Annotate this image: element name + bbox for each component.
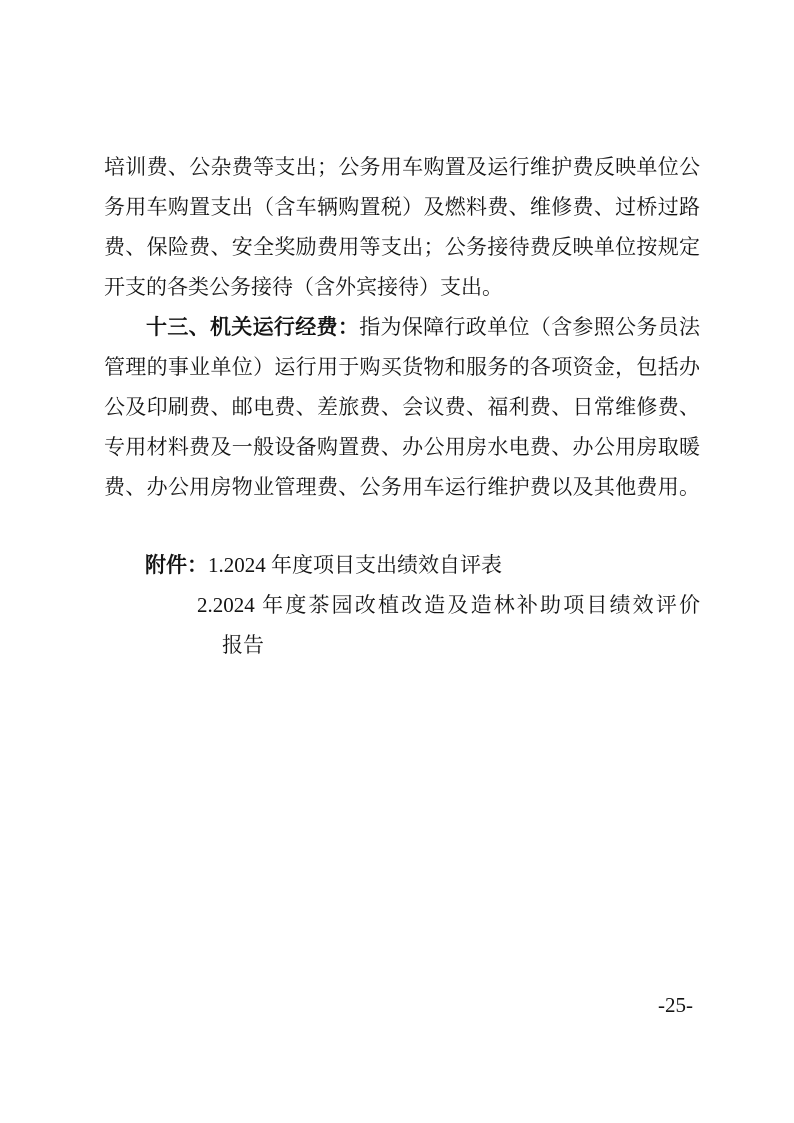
paragraph2-line-1 [104, 314, 700, 340]
attachments-line-1 [145, 552, 705, 578]
paragraph1-line-1: 培训费、公杂费等支出；公务用车购置及运行维护费反映单位公 [104, 155, 700, 179]
attachments-label: 附件： [145, 553, 208, 577]
paragraph2-line-2: 管理的事业单位）运行用于购买货物和服务的各项资金，包括办 [104, 355, 700, 379]
attachment-item-2-line-2: 报告 [222, 633, 264, 657]
page-number: -25- [658, 993, 693, 1017]
paragraph1-line-4: 开支的各类公务接待（含外宾接待）支出。 [104, 275, 503, 299]
attachment-item-1: 1.2024 年度项目支出绩效自评表 [208, 553, 502, 577]
section-heading: 十三、机关运行经费： [146, 315, 360, 339]
attachment-item-2-line-1: 2.2024 年度茶园改植改造及造林补助项目绩效评价 [197, 593, 700, 617]
paragraph1-line-2: 务用车购置支出（含车辆购置税）及燃料费、维修费、过桥过路 [104, 195, 700, 219]
paragraph2-line-5: 费、办公用房物业管理费、公务用车运行维护费以及其他费用。 [104, 475, 700, 499]
paragraph2-line-4: 专用材料费及一般设备购置费、办公用房水电费、办公用房取暖 [104, 435, 700, 459]
paragraph2-lead-text: 指为保障行政单位（含参照公务员法 [359, 315, 701, 339]
paragraph1-line-3: 费、保险费、安全奖励费用等支出；公务接待费反映单位按规定 [104, 235, 700, 259]
paragraph2-line-3: 公及印刷费、邮电费、差旅费、会议费、福利费、日常维修费、 [104, 395, 700, 419]
